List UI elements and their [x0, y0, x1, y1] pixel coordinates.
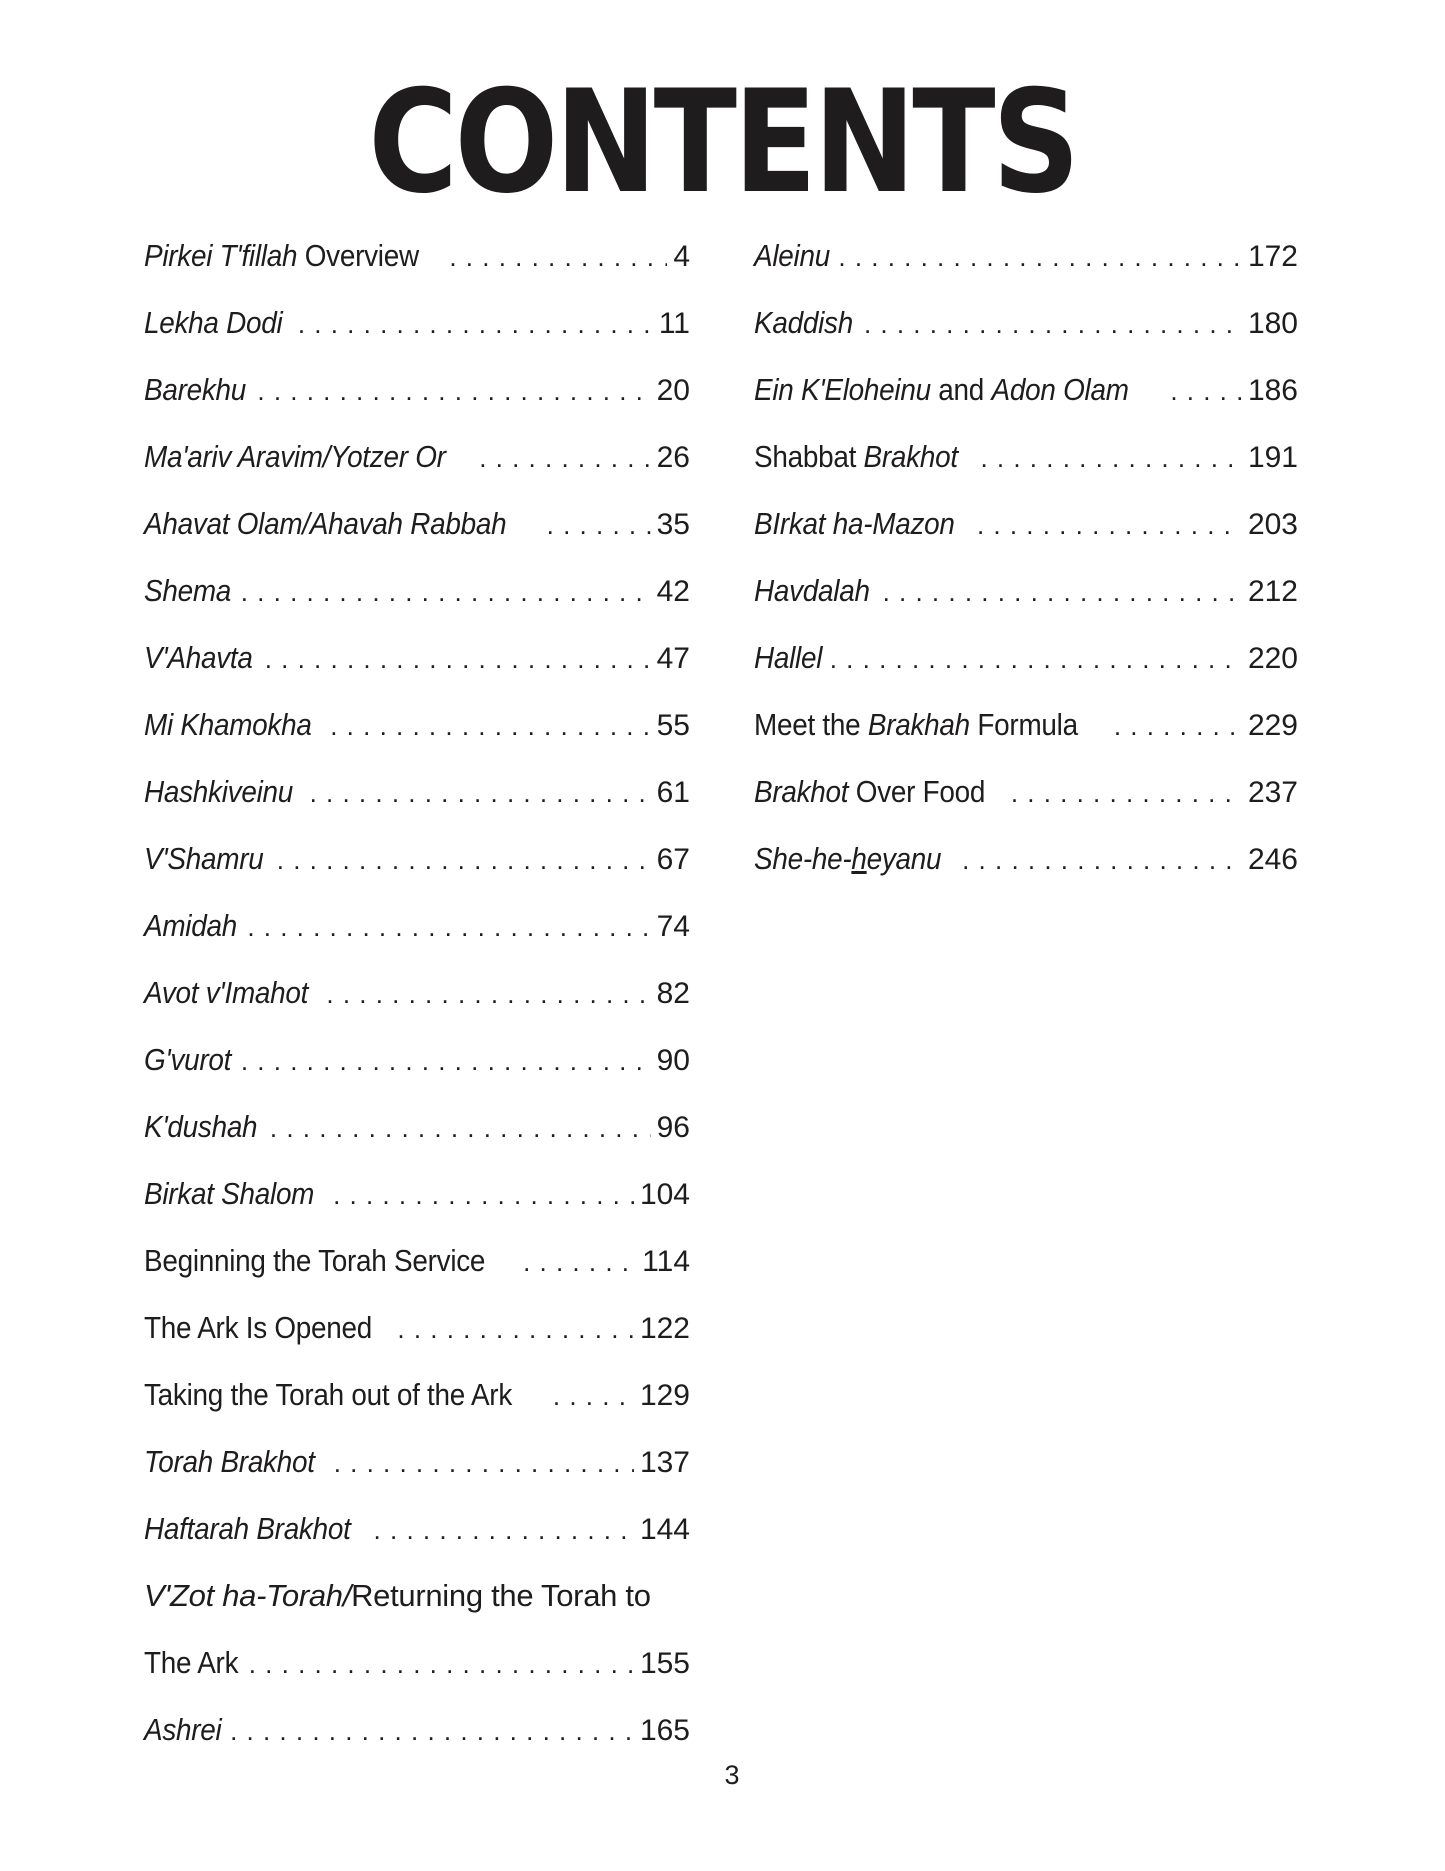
toc-entry-title-part: Ein K'Eloheinu: [754, 372, 931, 407]
toc-entry-title-part: Brakhah: [867, 707, 970, 742]
toc-entry[interactable]: [754, 504, 1298, 571]
dot-leader: [298, 304, 653, 344]
dot-leader: [270, 1108, 651, 1148]
toc-entry-title-part: Meet the: [754, 707, 868, 742]
toc-entry[interactable]: [144, 1241, 690, 1308]
toc-entry-title: [144, 1442, 315, 1482]
dot-leader: [980, 438, 1241, 478]
toc-entry-title: [144, 772, 293, 812]
toc-entry-title-part: Over Food: [848, 774, 986, 809]
toc-entry-title-part: Formula: [969, 707, 1078, 742]
toc-entry-title: [144, 1107, 257, 1147]
dot-leader: [265, 639, 651, 679]
toc-entry-title-part: Birkat Shalom: [144, 1176, 315, 1211]
toc-entry-title-part: The Ark Is Opened: [144, 1310, 373, 1345]
toc-entry-title-part: V'Ahavta: [144, 640, 253, 675]
toc-entry-page: 180: [1247, 307, 1298, 340]
toc-column-right: [754, 236, 1298, 906]
toc-entry-page: 104: [639, 1178, 690, 1211]
toc-entry-title-part: Shema: [144, 573, 232, 608]
toc-entry-page: 114: [642, 1245, 690, 1278]
toc-entry[interactable]: [144, 1576, 690, 1710]
toc-entry-line: [144, 1643, 690, 1684]
toc-entry-page: 4: [673, 240, 690, 273]
toc-entry-title: [754, 839, 941, 879]
toc-entry[interactable]: [144, 1107, 690, 1174]
toc-entry[interactable]: [144, 1040, 690, 1107]
toc-entry-title-part: Lekha Dodi: [144, 305, 283, 340]
toc-entry-title: [754, 772, 985, 812]
dot-leader: [397, 1309, 634, 1349]
toc-entry-page: 237: [1247, 776, 1298, 809]
toc-entry-page: 90: [656, 1044, 690, 1077]
toc-entry-title-part: Ma'ariv Aravim/Yotzer Or: [144, 439, 446, 474]
toc-entry-title: [144, 1509, 351, 1549]
dot-leader: [330, 706, 650, 746]
toc-entry-title: [144, 571, 231, 611]
toc-entry-page: 165: [639, 1714, 690, 1747]
dot-leader: [247, 907, 650, 947]
toc-entry-page: 203: [1247, 508, 1298, 541]
toc-entry-page: 186: [1247, 374, 1298, 407]
toc-entry[interactable]: [754, 437, 1298, 504]
toc-entry-title: [144, 1174, 314, 1214]
toc-entry-page: 96: [656, 1111, 690, 1144]
toc-entry-title-part: Shabbat: [754, 439, 864, 474]
toc-entry-title: [144, 1308, 372, 1348]
toc-entry[interactable]: [144, 1710, 690, 1777]
toc-entry-title-continued: The Ark: [144, 1645, 239, 1680]
toc-entry-title-part: G'vurot: [144, 1042, 232, 1077]
toc-column-left: [144, 236, 690, 1777]
toc-entry-title-part: and: [930, 372, 992, 407]
toc-entry-page: 42: [656, 575, 690, 608]
toc-entry-title-part: Aleinu: [754, 238, 830, 273]
toc-entry[interactable]: [144, 772, 690, 839]
toc-entry-title: [144, 437, 446, 477]
toc-entry-page: 82: [656, 977, 690, 1010]
dot-leader: [333, 1175, 634, 1215]
dot-leader: [249, 1644, 634, 1684]
toc-entry-title: [144, 1578, 651, 1613]
toc-entry-title-part: Avot v'Imahot: [144, 975, 309, 1010]
toc-entry-title-part: Mi Khamokha: [144, 707, 312, 742]
toc-entry-title: [144, 705, 312, 745]
toc-entry-page: 55: [656, 709, 690, 742]
toc-entry-title-part: Haftarah Brakhot: [144, 1511, 351, 1546]
toc-entry[interactable]: [754, 772, 1298, 839]
toc-entry-title-part: Hallel: [754, 640, 823, 675]
toc-entry-title: [144, 303, 282, 343]
toc-entry[interactable]: [144, 1509, 690, 1576]
toc-entry-page: 20: [656, 374, 690, 407]
toc-entry-page: 47: [656, 642, 690, 675]
toc-entry-title: [754, 236, 830, 276]
toc-entry-title: [754, 705, 1078, 745]
toc-entry[interactable]: [144, 973, 690, 1040]
toc-entry-title: [754, 638, 822, 678]
toc-entry[interactable]: [754, 638, 1298, 705]
toc-entry-title-part: Ahavat Olam/Ahavah Rabbah: [144, 506, 507, 541]
dot-leader: [277, 840, 651, 880]
toc-entry-title-part: Amidah: [144, 908, 237, 943]
dot-leader: [334, 1443, 634, 1483]
toc-entry-title-part: Beginning the Torah Service: [144, 1243, 486, 1278]
toc-entry-page: 172: [1247, 240, 1298, 273]
toc-entry-line: [144, 1576, 690, 1643]
dot-leader: [883, 572, 1242, 612]
toc-entry-title: [754, 370, 1129, 410]
toc-entry-title-part: Havdalah: [754, 573, 870, 608]
dot-leader: [449, 237, 667, 277]
toc-entry-title: [144, 504, 506, 544]
dot-leader: [479, 438, 650, 478]
toc-entry-title-part: Ashrei: [144, 1712, 222, 1747]
toc-entry-title: [144, 906, 237, 946]
toc-entry-page: 229: [1247, 709, 1298, 742]
toc-entry[interactable]: [754, 303, 1298, 370]
toc-entry[interactable]: [754, 370, 1298, 437]
toc-entry-title: [144, 973, 308, 1013]
dot-leader: [977, 505, 1242, 545]
toc-entry[interactable]: [144, 638, 690, 705]
toc-entry-title: [754, 571, 870, 611]
toc-entry[interactable]: [144, 370, 690, 437]
toc-entry-title: [754, 504, 955, 544]
toc-entry[interactable]: [144, 303, 690, 370]
toc-entry[interactable]: [144, 437, 690, 504]
toc-entry-page: 212: [1247, 575, 1298, 608]
toc-entry[interactable]: [144, 571, 690, 638]
toc-entry-page: 144: [639, 1513, 690, 1546]
toc-entry[interactable]: [144, 1174, 690, 1241]
toc-entry-page: 26: [656, 441, 690, 474]
toc-entry[interactable]: [144, 236, 690, 303]
toc-entry[interactable]: [754, 705, 1298, 772]
toc-entry-title-part: V'Zot ha-Torah/: [144, 1578, 352, 1613]
toc-entry-title: [144, 839, 263, 879]
toc-entry-title-part: Taking the Torah out of the Ark: [144, 1377, 513, 1412]
toc-entry-page: 11: [658, 307, 690, 340]
toc-entry[interactable]: [144, 1442, 690, 1509]
toc-entry-title-part: Hashkiveinu: [144, 774, 294, 809]
toc-entry-title-part: Adon Olam: [991, 372, 1129, 407]
toc-entry-title-part: Barekhu: [144, 372, 247, 407]
dot-leader: [864, 304, 1242, 344]
toc-entry-title-part: K'dushah: [144, 1109, 258, 1144]
toc-entry-title-part: BIrkat ha-Mazon: [754, 506, 955, 541]
toc-entry-title-part: She-he-: [754, 841, 852, 876]
toc-entry-title: [754, 303, 853, 343]
dot-leader: [326, 974, 650, 1014]
dot-leader: [838, 237, 1242, 277]
dot-leader: [1170, 371, 1242, 411]
toc-entry-title-part: eyanu: [866, 841, 942, 876]
toc-entry-page: 191: [1247, 441, 1298, 474]
dot-leader: [1114, 706, 1242, 746]
dot-leader: [523, 1242, 636, 1282]
dot-leader: [962, 840, 1242, 880]
page-title: CONTENTS: [368, 60, 1077, 225]
toc-entry-page: 61: [656, 776, 690, 809]
toc-entry[interactable]: [144, 705, 690, 772]
toc-entry[interactable]: [144, 839, 690, 906]
toc-entry-title: [144, 1040, 231, 1080]
toc-entry-title-part: Pirkei T'fillah: [144, 238, 298, 273]
toc-entry-title: [144, 370, 246, 410]
page-number: 3: [724, 1760, 740, 1790]
dot-leader: [374, 1510, 634, 1550]
dot-leader: [241, 572, 651, 612]
dot-leader: [241, 1041, 651, 1081]
toc-entry-title-part: V'Shamru: [144, 841, 264, 876]
dot-leader: [230, 1711, 634, 1751]
toc-entry-page: 74: [656, 910, 690, 943]
toc-entry[interactable]: [754, 571, 1298, 638]
dot-leader: [310, 773, 651, 813]
toc-entry-title-part: Kaddish: [754, 305, 853, 340]
dot-leader: [553, 1376, 634, 1416]
dot-leader: [1011, 773, 1242, 813]
toc-entry-title-part: Torah Brakhot: [144, 1444, 315, 1479]
toc-entry-title: [144, 1375, 512, 1415]
toc-entry-page: 246: [1247, 843, 1298, 876]
toc-entry-title: [144, 1241, 485, 1281]
toc-entry-page: 35: [656, 508, 690, 541]
toc-entry-page: 67: [656, 843, 690, 876]
toc-entry[interactable]: [754, 236, 1298, 303]
toc-entry-title-part: Overview: [297, 238, 419, 273]
dot-leader: [547, 505, 651, 545]
toc-entry-page: 122: [639, 1312, 690, 1345]
toc-entry-title: [754, 437, 958, 477]
toc-entry[interactable]: [754, 839, 1298, 906]
dot-leader: [257, 371, 650, 411]
toc-entry[interactable]: [144, 504, 690, 571]
dot-leader: [830, 639, 1242, 679]
toc-entry-title: [144, 638, 253, 678]
toc-entry-title-part: Brakhot: [754, 774, 849, 809]
toc-entry[interactable]: [144, 906, 690, 973]
toc-entry-page: 220: [1247, 642, 1298, 675]
toc-entry[interactable]: [144, 1375, 690, 1442]
toc-entry-page: 129: [639, 1379, 690, 1412]
toc-entry-title-part: h: [851, 841, 867, 876]
toc-entry-title: [144, 1710, 221, 1750]
toc-entry-title-part: Returning the Torah to: [351, 1578, 651, 1613]
toc-entry[interactable]: [144, 1308, 690, 1375]
toc-entry-page: 137: [639, 1446, 690, 1479]
toc-entry-title-part: Brakhot: [863, 439, 958, 474]
toc-entry-page: 155: [639, 1647, 690, 1680]
toc-entry-title: [144, 236, 419, 276]
